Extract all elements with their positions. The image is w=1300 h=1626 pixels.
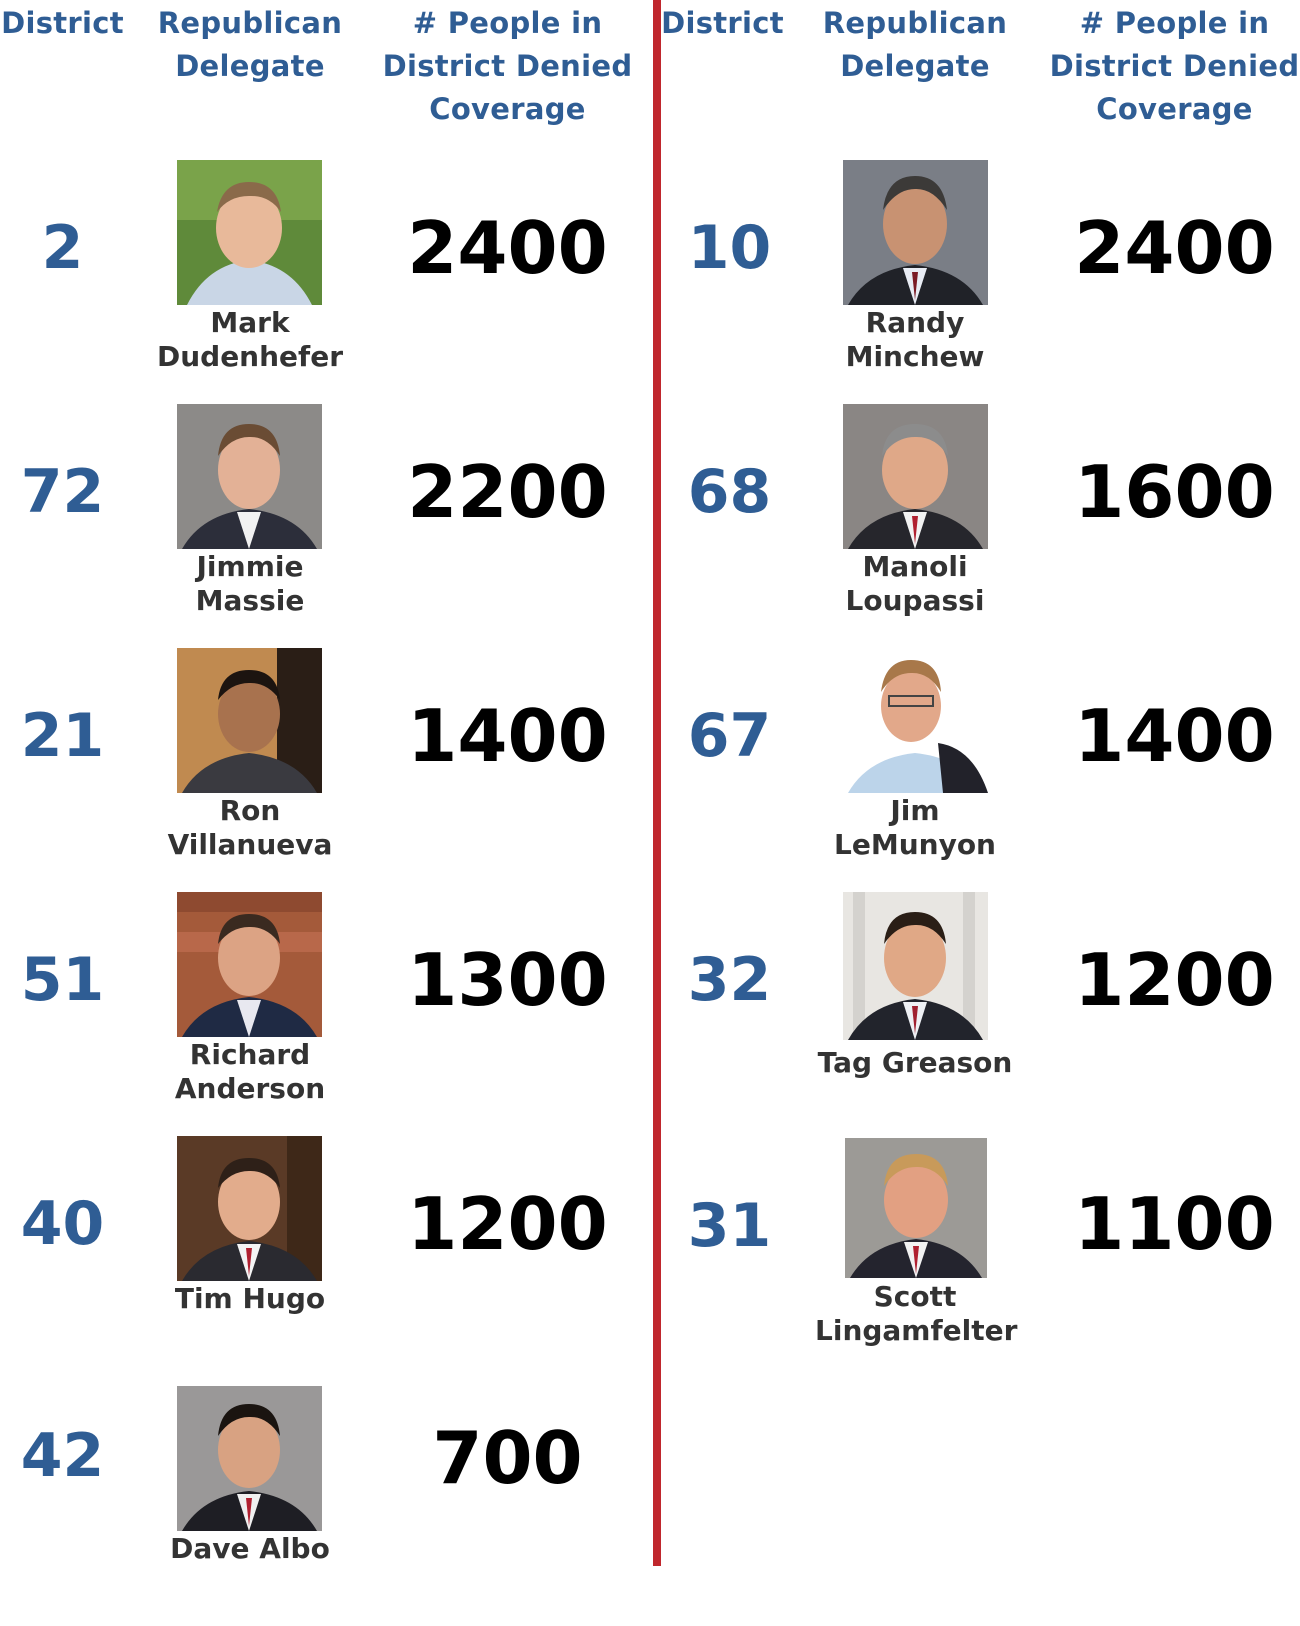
people-header-line2: District Denied (1049, 49, 1300, 83)
delegate-name-line1: Scott (873, 1280, 957, 1313)
denied-count: 1300 (407, 938, 608, 1022)
delegate-name (150, 1282, 350, 1316)
delegate-photo (843, 404, 988, 549)
delegate-name-line1: Dave Albo (170, 1532, 330, 1565)
table-row (0, 1136, 650, 1376)
delegate-header-line2: Delegate (840, 49, 990, 83)
district-number: 51 (20, 945, 105, 1015)
people-header (370, 2, 645, 131)
delegate-name (815, 1046, 1015, 1080)
delegate-name-line2: Dudenhefer (156, 340, 344, 373)
delegate-photo (177, 1136, 322, 1281)
table-row (0, 404, 650, 644)
delegate-name (150, 1532, 350, 1566)
delegate-name (150, 794, 350, 862)
delegate-name-line2: Loupassi (845, 584, 985, 617)
delegate-name-line1: Ron (219, 794, 281, 827)
district-header (0, 2, 125, 45)
delegate-photo (177, 160, 322, 305)
delegate-name (815, 1280, 1018, 1348)
district-header-label: District (1, 6, 124, 40)
denied-count: 1200 (407, 1182, 608, 1266)
table-row (662, 892, 1300, 1132)
table-row (0, 892, 650, 1132)
people-header (1037, 2, 1300, 131)
district-number: 2 (41, 213, 84, 283)
delegate-name-line2: Massie (195, 584, 305, 617)
denied-count: 1600 (1074, 450, 1275, 534)
district-number: 67 (687, 701, 772, 771)
district-number: 40 (20, 1189, 105, 1259)
delegate-name-line2: LeMunyon (834, 828, 996, 861)
delegate-name-line1: Tag Greason (817, 1046, 1013, 1079)
delegate-header (815, 2, 1015, 88)
people-header-line1: # People in (1079, 6, 1270, 40)
delegate-name (150, 306, 350, 374)
delegate-name-line2: Anderson (174, 1072, 326, 1105)
delegate-name-line2: Villanueva (167, 828, 333, 861)
table-row (662, 648, 1300, 888)
delegate-name (150, 550, 350, 618)
delegate-name-line1: Manoli (862, 550, 968, 583)
right-table (662, 0, 1300, 1566)
denied-count: 2400 (407, 206, 608, 290)
people-header-line3: Coverage (1096, 92, 1253, 126)
district-header (660, 2, 785, 45)
delegate-name-line1: Mark (210, 306, 290, 339)
district-header-label: District (661, 6, 784, 40)
delegate-name-line1: Jimmie (196, 550, 304, 583)
district-number: 42 (20, 1421, 105, 1491)
delegate-name-line2: Lingamfelter (815, 1314, 1018, 1347)
delegate-photo (177, 1386, 322, 1531)
delegate-header-line1: Republican (157, 6, 343, 40)
denied-count: 1400 (1074, 694, 1275, 778)
delegate-photo (843, 160, 988, 305)
denied-count: 1400 (407, 694, 608, 778)
denied-count: 1100 (1074, 1182, 1275, 1266)
delegate-header-line2: Delegate (175, 49, 325, 83)
table-row (0, 1386, 650, 1626)
district-number: 10 (687, 213, 772, 283)
left-table (0, 0, 650, 1566)
delegate-photo (177, 404, 322, 549)
table-row (0, 648, 650, 888)
denied-count: 700 (432, 1416, 583, 1500)
table-row (0, 160, 650, 400)
district-number: 32 (687, 945, 772, 1015)
delegate-name (815, 794, 1015, 862)
delegate-header (150, 2, 350, 88)
denied-count: 1200 (1074, 938, 1275, 1022)
column-divider (653, 0, 661, 1566)
delegate-name-line1: Tim Hugo (174, 1282, 326, 1315)
delegate-photo (177, 648, 322, 793)
people-header-line1: # People in (412, 6, 603, 40)
delegate-name-line1: Randy (865, 306, 965, 339)
people-header-line3: Coverage (429, 92, 586, 126)
table-row (662, 1138, 1300, 1378)
delegate-photo (843, 892, 988, 1040)
delegate-name (815, 306, 1015, 374)
district-number: 68 (687, 457, 772, 527)
delegate-name-line2: Minchew (845, 340, 985, 373)
table-row (662, 404, 1300, 644)
denied-count: 2200 (407, 450, 608, 534)
table-row (662, 160, 1300, 400)
delegate-photo (843, 648, 988, 793)
delegate-photo (845, 1138, 987, 1278)
district-number: 31 (687, 1191, 772, 1261)
people-header-line2: District Denied (382, 49, 633, 83)
delegate-header-line1: Republican (822, 6, 1008, 40)
delegate-name-line1: Richard (189, 1038, 311, 1071)
district-number: 72 (20, 457, 105, 527)
denied-count: 2400 (1074, 206, 1275, 290)
delegate-name-line1: Jim (890, 794, 940, 827)
delegate-name (150, 1038, 350, 1106)
delegate-name (815, 550, 1015, 618)
district-number: 21 (20, 701, 105, 771)
delegate-photo (177, 892, 322, 1037)
